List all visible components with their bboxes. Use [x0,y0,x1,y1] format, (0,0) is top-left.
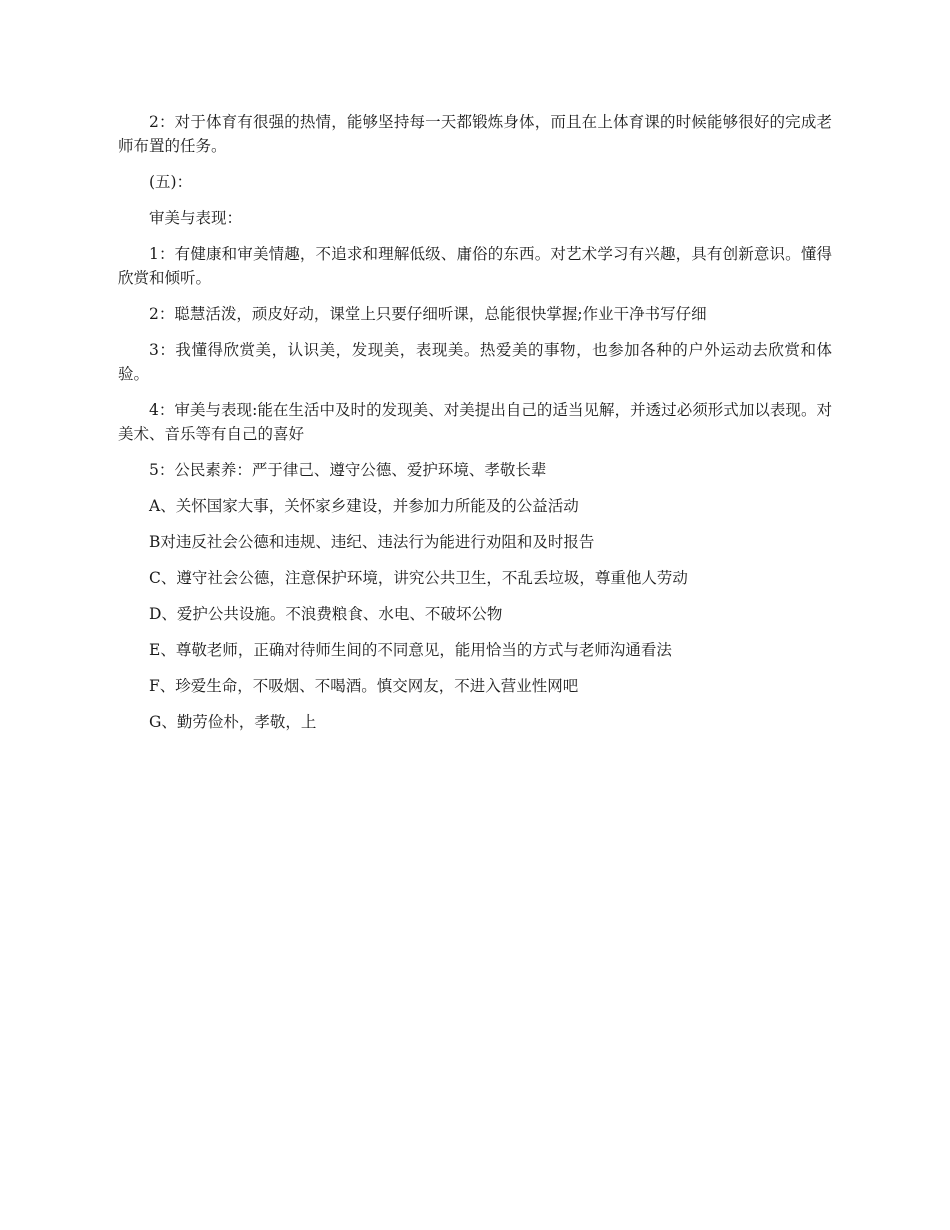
paragraph-sports-enthusiasm: 2：对于体育有很强的热情，能够坚持每一天都锻炼身体，而且在上体育课的时候能够很好的完成老师布置的任务。 [118,113,832,155]
list-item-a: A、关怀国家大事，关怀家乡建设，并参加力所能及的公益活动 [149,497,579,515]
document-body [118,110,832,746]
list-item-g: G、勤劳俭朴，孝敬，上 [149,713,317,731]
paragraph-civic-literacy: 5：公民素养：严于律己、遵守公德、爱护环境、孝敬长辈 [149,461,547,479]
paragraph-aesthetic-taste: 1：有健康和审美情趣，不追求和理解低级、庸俗的东西。对艺术学习有兴趣，具有创新意识。懂得欣赏和倾听。 [118,245,832,287]
list-item-c: C、遵守社会公德，注意保护环境，讲究公共卫生，不乱丢垃圾，尊重他人劳动 [149,569,688,587]
list-item-d: D、爱护公共设施。不浪费粮食、水电、不破坏公物 [149,605,503,623]
list-item-e: E、尊敬老师，正确对待师生间的不同意见，能用恰当的方式与老师沟通看法 [149,641,672,659]
list-item-b: B对违反社会公德和违规、违纪、违法行为能进行劝阻和及时报告 [149,533,595,551]
paragraph-aesthetic-expression: 4：审美与表现:能在生活中及时的发现美、对美提出自己的适当见解，并透过必须形式加以表现。对美术、音乐等有自己的喜好 [118,401,832,443]
section-heading-five: (五)： [149,173,193,191]
list-item-f: F、珍爱生命，不吸烟、不喝酒。慎交网友，不进入营业性网吧 [149,677,579,695]
section-title-aesthetics: 审美与表现： [149,209,243,227]
paragraph-appreciate-beauty: 3：我懂得欣赏美，认识美，发现美，表现美。热爱美的事物，也参加各种的户外运动去欣赏和体验。 [118,341,832,383]
paragraph-lively-learning: 2：聪慧活泼，顽皮好动，课堂上只要仔细听课，总能很快掌握;作业干净书写仔细 [149,305,707,323]
